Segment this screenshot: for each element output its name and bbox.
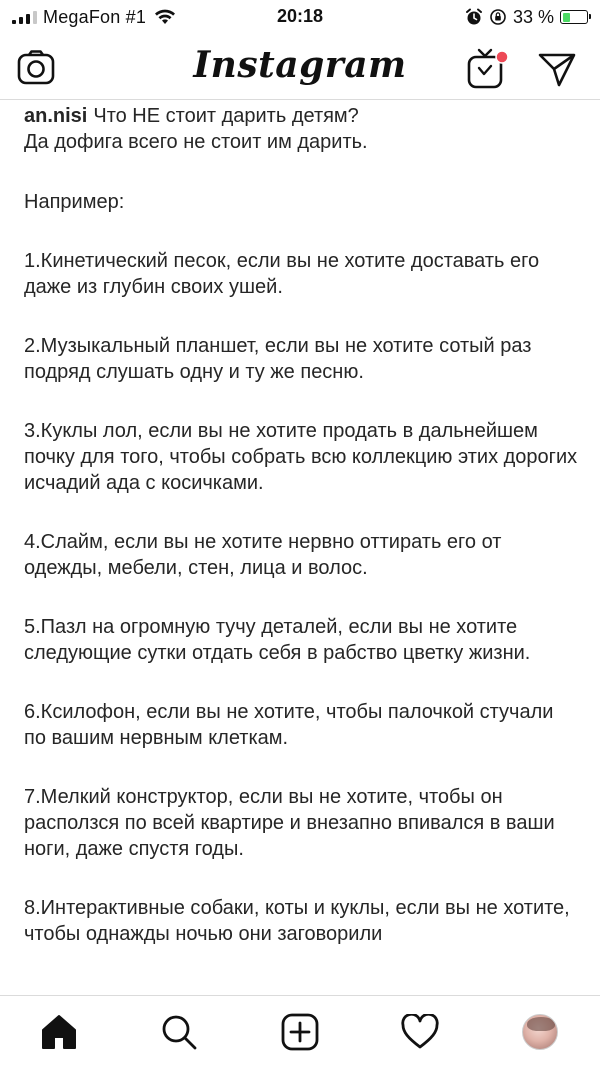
carrier-name: MegaFon #1 [43, 6, 147, 27]
status-bar [0, 0, 600, 36]
nav-activity[interactable] [400, 1012, 440, 1052]
orientation-lock-icon [489, 8, 507, 26]
alarm-icon [465, 8, 483, 26]
igtv-icon[interactable] [466, 48, 510, 90]
caption-item: 6.Ксилофон, если вы не хотите, чтобы палочкой стучали по вашим нервным клеткам. [24, 701, 554, 749]
caption-for-example: Например: [24, 191, 125, 213]
caption-title: Что НЕ стоит дарить детям? [93, 105, 359, 127]
post-caption [24, 103, 580, 994]
caption-item: 5.Пазл на огромную тучу деталей, если вы не хотите следующие сутки отдать себя в рабство цветку жизни. [24, 616, 531, 664]
caption-item: 2.Музыкальный планшет, если вы не хотите сотый раз подряд слушать одну и ту же песню. [24, 335, 532, 383]
nav-home[interactable] [39, 1012, 79, 1052]
profile-avatar[interactable] [522, 1014, 558, 1050]
caption-item: 8.Интерактивные собаки, коты и куклы, если вы не хотите, чтобы однажды ночью они заговорили [24, 897, 570, 945]
battery-percent: 33 % [512, 6, 554, 27]
new-post-icon[interactable] [281, 1013, 319, 1051]
battery-icon [560, 10, 588, 24]
bottom-nav [0, 995, 600, 1066]
home-icon[interactable] [40, 1014, 78, 1050]
app-header [0, 36, 600, 100]
igtv-notification-dot [496, 51, 508, 63]
caption-item: 3.Куклы лол, если вы не хотите продать в дальнейшем почку для того, чтобы собрать всю коллекцию этих дорогих исчадий ада с косичками. [24, 420, 578, 494]
caption-item: 1.Кинетический песок, если вы не хотите доставать его даже из глубин своих ушей. [24, 250, 540, 298]
post-username[interactable]: an.nisi [24, 105, 88, 127]
direct-message-icon[interactable] [537, 50, 577, 88]
caption-intro: Да дофига всего не стоит им дарить. [24, 131, 368, 153]
search-icon[interactable] [160, 1013, 198, 1051]
caption-item: 4.Слайм, если вы не хотите нервно оттирать его от одежды, мебели, стен, лица и волос. [24, 531, 502, 579]
activity-heart-icon[interactable] [400, 1014, 440, 1050]
caption-header-line [24, 103, 580, 129]
nav-profile[interactable] [520, 1012, 560, 1052]
instagram-logo: Instagram [193, 44, 407, 86]
nav-new-post[interactable] [280, 1012, 320, 1052]
clock: 20:18 [276, 6, 324, 26]
battery-fill [563, 13, 571, 22]
nav-search[interactable] [159, 1012, 199, 1052]
caption-item: 7.Мелкий конструктор, если вы не хотите, чтобы он расползся по всей квартире и внезапно впивался в ваши ноги, даже спустя годы. [24, 786, 555, 860]
status-right [465, 6, 588, 28]
